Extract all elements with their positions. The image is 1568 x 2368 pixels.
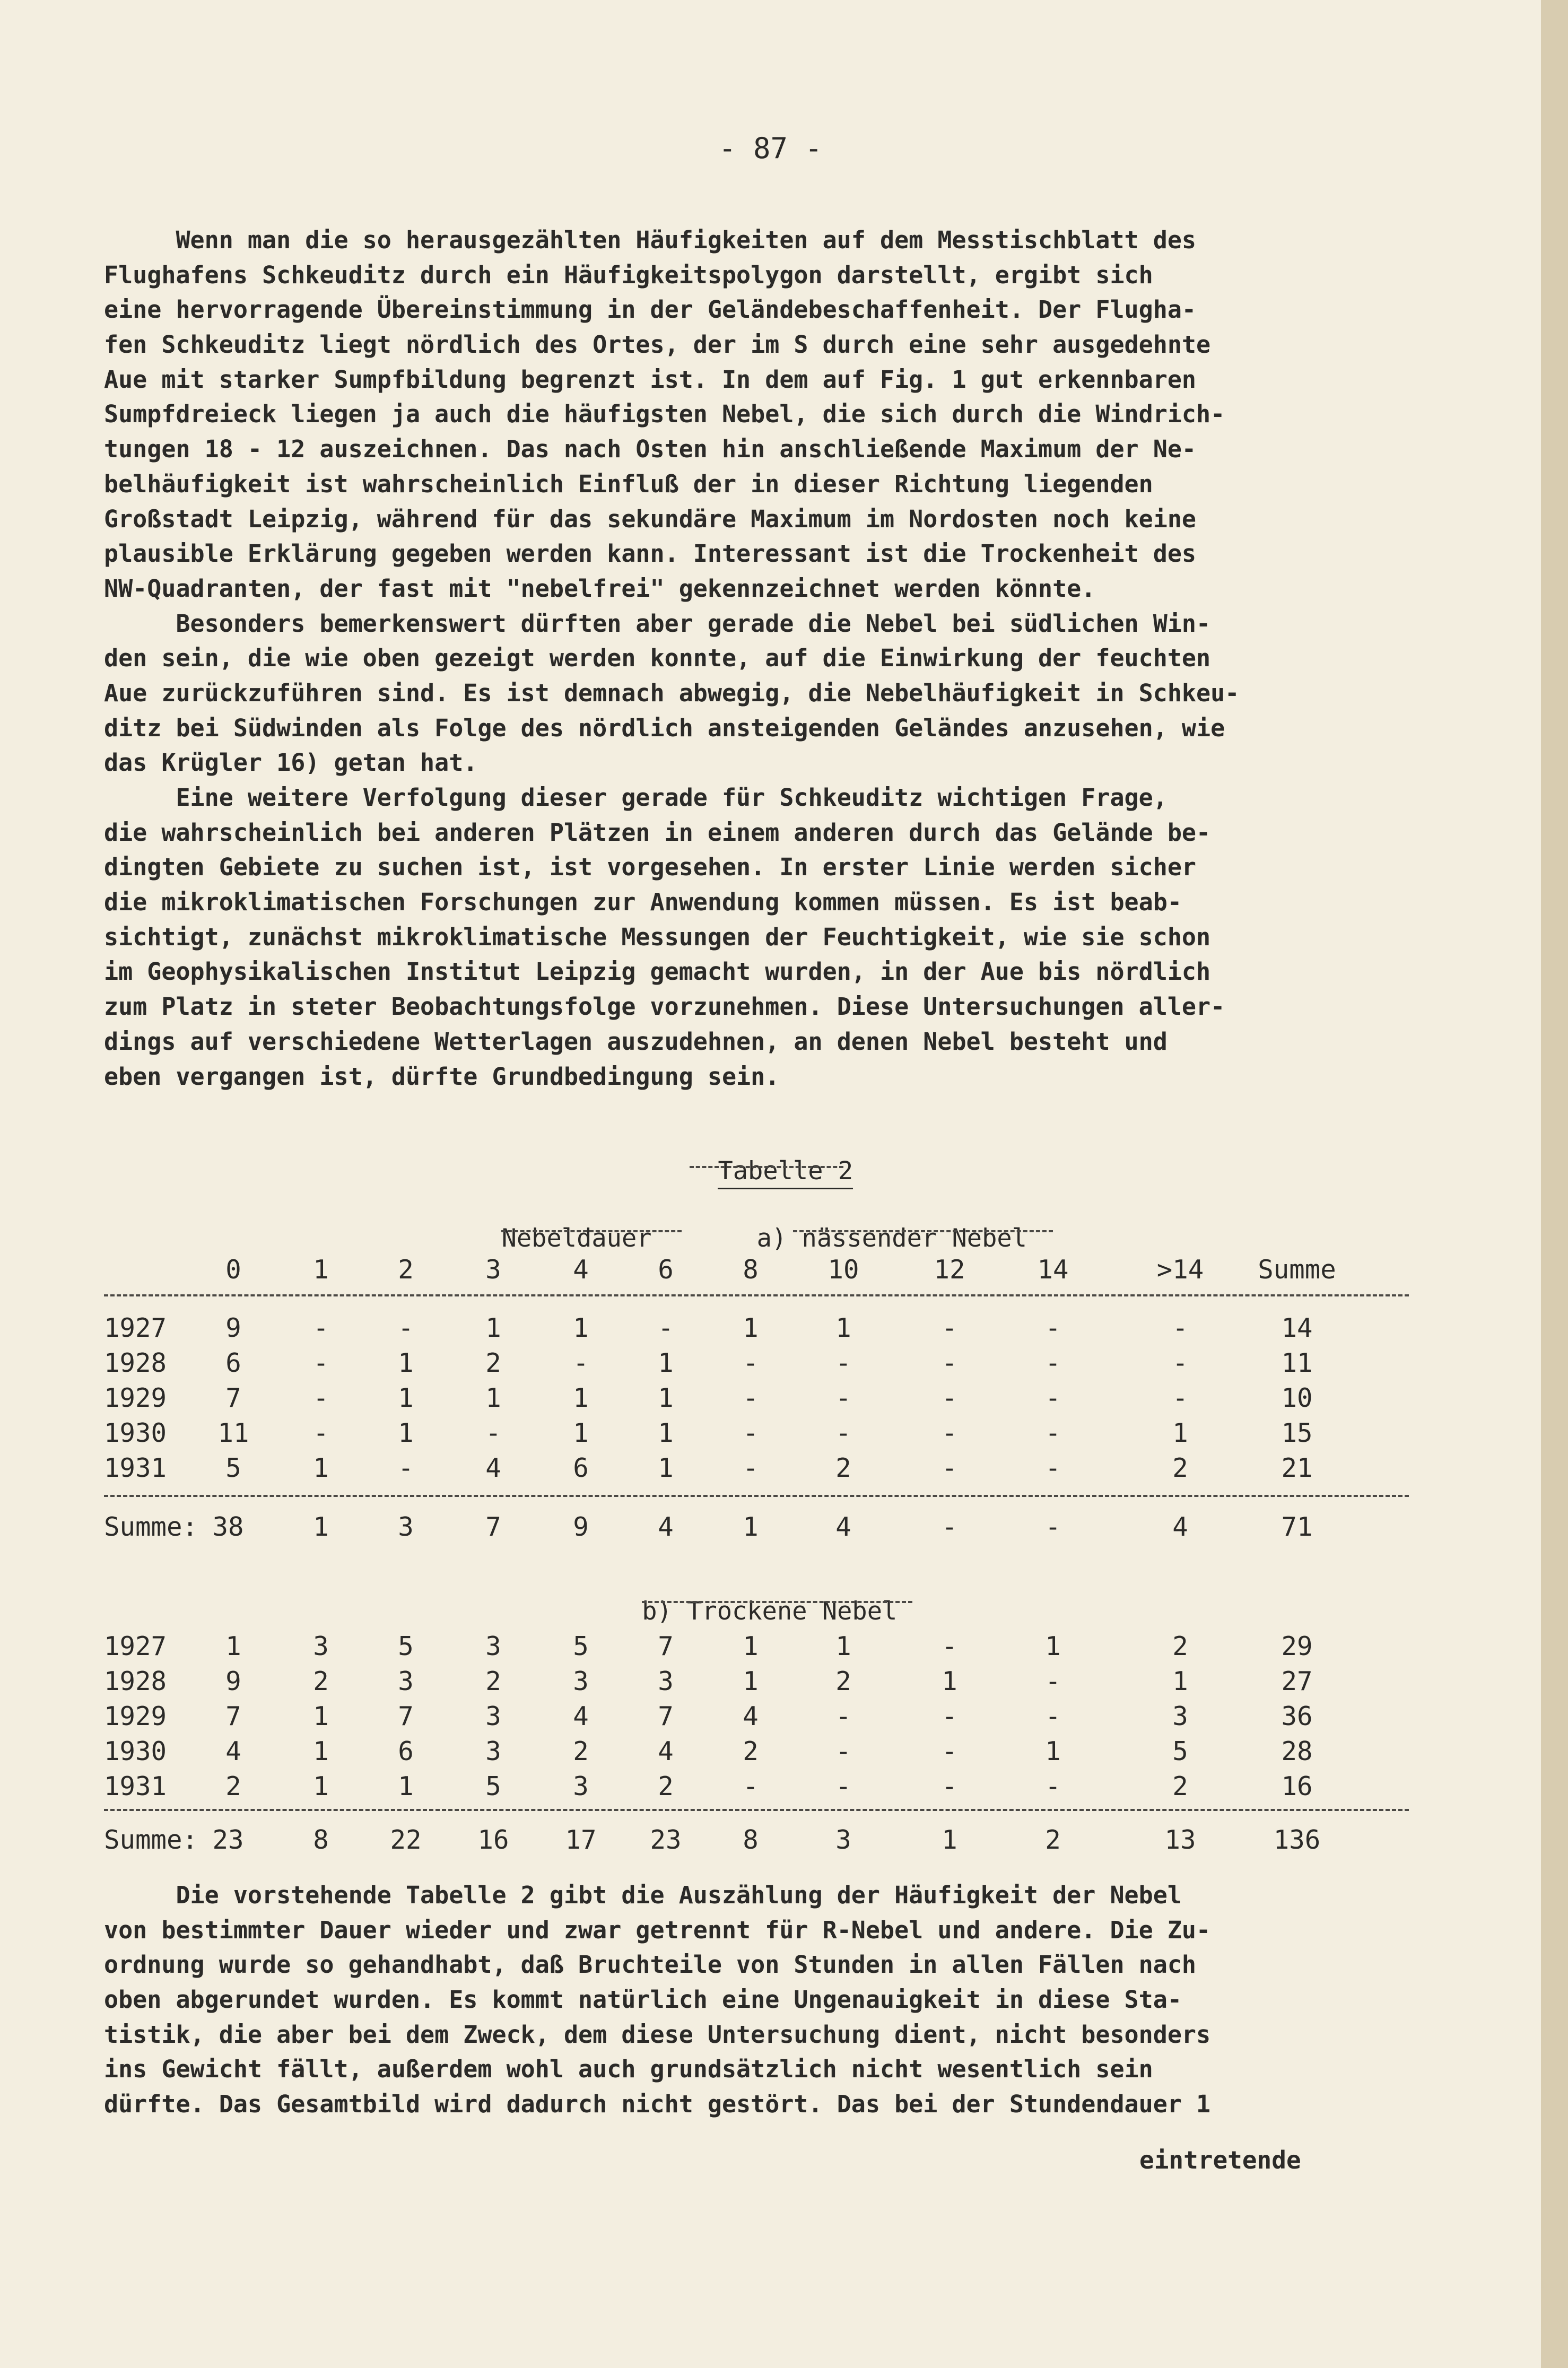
table-cell: 5 xyxy=(1172,1736,1188,1766)
table-cell: 5 xyxy=(573,1631,589,1661)
sum-cell: 8 xyxy=(313,1825,329,1855)
table-cell: - xyxy=(942,1631,957,1661)
column-header: 12 xyxy=(934,1255,965,1285)
table-cell: 6 xyxy=(573,1453,589,1483)
table-cell: - xyxy=(743,1383,759,1413)
sum-cell: 4 xyxy=(835,1512,851,1542)
row-year: 1931 xyxy=(104,1453,167,1483)
sum-cell: 23 xyxy=(212,1825,244,1855)
table-row xyxy=(0,1631,1541,1663)
table-cell: 1 xyxy=(658,1383,674,1413)
sum-cell: 8 xyxy=(743,1825,759,1855)
table-cell: 2 xyxy=(1172,1453,1188,1483)
table-cell: 1 xyxy=(573,1383,589,1413)
sum-cell: 38 xyxy=(212,1512,244,1542)
table-cell: 1 xyxy=(485,1383,501,1413)
table-title xyxy=(0,1127,1541,1186)
table-cell: 2 xyxy=(225,1771,241,1801)
text-line: Großstadt Leipzig, während für das sekundäre Maximum im Nordosten noch keine xyxy=(104,504,1197,533)
row-year: 1928 xyxy=(104,1348,167,1378)
table-cell: - xyxy=(1045,1418,1061,1448)
table-cell: - xyxy=(1045,1771,1061,1801)
body-paragraph-2 xyxy=(104,1878,1462,2122)
table-cell: 7 xyxy=(658,1701,674,1731)
table-cell: - xyxy=(1045,1666,1061,1696)
table-row xyxy=(0,1313,1541,1345)
column-header: 10 xyxy=(827,1255,859,1285)
table-cell: 3 xyxy=(485,1736,501,1766)
table-row xyxy=(0,1383,1541,1415)
text-line: die wahrscheinlich bei anderen Plätzen in einem anderen durch das Gelände be- xyxy=(104,818,1211,847)
text-line: ditz bei Südwinden als Folge des nördlich ansteigenden Geländes anzusehen, wie xyxy=(104,713,1225,742)
row-year: 1927 xyxy=(104,1631,167,1661)
row-year: 1929 xyxy=(104,1383,167,1413)
table-cell: - xyxy=(485,1418,501,1448)
table-cell: 1 xyxy=(942,1666,957,1696)
table-cell: 1 xyxy=(1045,1736,1061,1766)
text-line: Sumpfdreieck liegen ja auch die häufigsten Nebel, die sich durch die Windrich- xyxy=(104,400,1225,429)
table-cell: 1 xyxy=(485,1313,501,1343)
table-cell: - xyxy=(313,1418,329,1448)
sum-cell: 1 xyxy=(313,1512,329,1542)
sum-cell: - xyxy=(942,1512,957,1542)
table-cell: 3 xyxy=(313,1631,329,1661)
table-cell: - xyxy=(942,1771,957,1801)
table-cell: 3 xyxy=(573,1666,589,1696)
table-subtitle-a xyxy=(0,1195,1520,1253)
sum-cell: 4 xyxy=(1172,1512,1188,1542)
row-year: 1931 xyxy=(104,1771,167,1801)
table-subtitle-b xyxy=(0,1568,1525,1626)
text-line: eine hervorragende Übereinstimmung in der Geländebeschaffenheit. Der Flugha- xyxy=(104,295,1197,324)
text-line: ins Gewicht fällt, außerdem wohl auch grundsätzlich nicht wesentlich sein xyxy=(104,2055,1153,2084)
table-cell: - xyxy=(313,1348,329,1378)
table-cell: 2 xyxy=(743,1736,759,1766)
table-cell: 6 xyxy=(225,1348,241,1378)
sum-cell: 7 xyxy=(485,1512,501,1542)
text-line: im Geophysikalischen Institut Leipzig gemacht wurden, in der Aue bis nördlich xyxy=(104,957,1211,986)
table-cell: - xyxy=(658,1313,674,1343)
sum-cell: 3 xyxy=(398,1512,414,1542)
text-line: sichtigt, zunächst mikroklimatische Messungen der Feuchtigkeit, wie sie schon xyxy=(104,922,1211,951)
table-row xyxy=(0,1701,1541,1733)
table-cell: 1 xyxy=(573,1418,589,1448)
sum-cell: 136 xyxy=(1273,1825,1321,1855)
text-line: tistik, die aber bei dem Zweck, dem diese Untersuchung dient, nicht besonders xyxy=(104,2020,1211,2049)
table-cell: - xyxy=(942,1701,957,1731)
table-cell: 1 xyxy=(313,1453,329,1483)
text-line: Aue mit starker Sumpfbildung begrenzt ist. In dem auf Fig. 1 gut erkennbaren xyxy=(104,365,1197,394)
sum-label: Summe: xyxy=(104,1512,198,1542)
table-cell: 6 xyxy=(398,1736,414,1766)
text-line: Eine weitere Verfolgung dieser gerade für Schkeuditz wichtigen Frage, xyxy=(104,783,1168,812)
table-cell: - xyxy=(313,1383,329,1413)
text-line: oben abgerundet wurden. Es kommt natürlich eine Ungenauigkeit in diese Sta- xyxy=(104,1986,1182,2014)
column-header: 1 xyxy=(313,1255,329,1285)
table-cell: 7 xyxy=(398,1701,414,1731)
table-cell: 3 xyxy=(1172,1701,1188,1731)
table-row xyxy=(0,1736,1541,1768)
subtitle-b-underline xyxy=(642,1601,912,1603)
column-header: 8 xyxy=(743,1255,759,1285)
table-cell: 1 xyxy=(658,1348,674,1378)
table-cell: 5 xyxy=(485,1771,501,1801)
sum-cell: 17 xyxy=(565,1825,597,1855)
table-row xyxy=(0,1418,1541,1450)
text-line: von bestimmter Dauer wieder und zwar getrennt für R-Nebel und andere. Die Zu- xyxy=(104,1916,1211,1944)
table-cell: 14 xyxy=(1281,1313,1313,1343)
header-rule xyxy=(104,1294,1409,1296)
table-cell: - xyxy=(743,1771,759,1801)
sum-cell: 23 xyxy=(650,1825,682,1855)
table-cell: - xyxy=(1172,1348,1188,1378)
table-cell: 15 xyxy=(1281,1418,1313,1448)
table-cell: 1 xyxy=(313,1701,329,1731)
table-cell: 1 xyxy=(835,1313,851,1343)
text-line: Die vorstehende Tabelle 2 gibt die Auszählung der Häufigkeit der Nebel xyxy=(104,1881,1182,1909)
text-line: dingten Gebiete zu suchen ist, ist vorgesehen. In erster Linie werden sicher xyxy=(104,853,1197,882)
row-year: 1928 xyxy=(104,1666,167,1696)
table-cell: 5 xyxy=(398,1631,414,1661)
table-cell: - xyxy=(1172,1383,1188,1413)
table-cell: 1 xyxy=(658,1453,674,1483)
table-cell: 2 xyxy=(835,1666,851,1696)
table-title-underline xyxy=(690,1166,843,1168)
subtitle-a-underline xyxy=(793,1230,1053,1232)
table-cell: - xyxy=(398,1313,414,1343)
row-year: 1929 xyxy=(104,1701,167,1731)
sum-label: Summe: xyxy=(104,1825,198,1855)
sum-cell: 13 xyxy=(1164,1825,1196,1855)
table-cell: 16 xyxy=(1281,1771,1313,1801)
table-cell: 27 xyxy=(1281,1666,1313,1696)
table-cell: 9 xyxy=(225,1313,241,1343)
text-line: Flughafens Schkeuditz durch ein Häufigkeitspolygon darstellt, ergibt sich xyxy=(104,260,1153,289)
text-line: eben vergangen ist, dürfte Grundbedingung sein. xyxy=(104,1062,780,1091)
column-header: >14 xyxy=(1156,1255,1204,1285)
row-year: 1930 xyxy=(104,1736,167,1766)
table-cell: - xyxy=(835,1383,851,1413)
table-cell: - xyxy=(942,1453,957,1483)
table-cell: 1 xyxy=(398,1771,414,1801)
section-b-rule xyxy=(104,1809,1409,1811)
text-line: dürfte. Das Gesamtbild wird dadurch nicht gestört. Das bei der Stundendauer 1 xyxy=(104,2090,1211,2119)
table-cell: 1 xyxy=(1172,1418,1188,1448)
table-cell: - xyxy=(1045,1383,1061,1413)
table-row xyxy=(0,1348,1541,1380)
table-cell: 4 xyxy=(225,1736,241,1766)
table-cell: - xyxy=(743,1453,759,1483)
table-title-text: Tabelle 2 xyxy=(718,1156,853,1189)
table-cell: 1 xyxy=(743,1631,759,1661)
table-cell: 1 xyxy=(398,1418,414,1448)
text-line: Wenn man die so herausgezählten Häufigkeiten auf dem Messtischblatt des xyxy=(104,226,1197,254)
sum-cell: 2 xyxy=(1045,1825,1061,1855)
sum-cell: 4 xyxy=(658,1512,674,1542)
catchword: eintretende xyxy=(1139,2146,1301,2174)
table-cell: 29 xyxy=(1281,1631,1313,1661)
table-cell: - xyxy=(398,1453,414,1483)
table-cell: 7 xyxy=(225,1383,241,1413)
text-line: den sein, die wie oben gezeigt werden konnte, auf die Einwirkung der feuchten xyxy=(104,644,1211,673)
table-cell: 1 xyxy=(313,1771,329,1801)
table-cell: 1 xyxy=(1172,1666,1188,1696)
table-cell: 2 xyxy=(658,1771,674,1801)
table-row xyxy=(0,1453,1541,1485)
table-cell: - xyxy=(1045,1313,1061,1343)
body-paragraph-1 xyxy=(104,223,1462,1094)
table-cell: - xyxy=(835,1348,851,1378)
text-line: Besonders bemerkenswert dürften aber gerade die Nebel bei südlichen Win- xyxy=(104,609,1211,638)
table-cell: - xyxy=(1172,1313,1188,1343)
sum-cell: 1 xyxy=(942,1825,957,1855)
text-line: tungen 18 - 12 auszeichnen. Das nach Osten hin anschließende Maximum der Ne- xyxy=(104,435,1197,464)
sum-row-b xyxy=(0,1825,1541,1857)
sum-cell: 9 xyxy=(573,1512,589,1542)
table-cell: 3 xyxy=(398,1666,414,1696)
sum-row-a xyxy=(0,1512,1541,1544)
table-cell: - xyxy=(835,1771,851,1801)
sum-cell: 16 xyxy=(477,1825,509,1855)
sum-cell: 71 xyxy=(1281,1512,1313,1542)
column-header: 2 xyxy=(398,1255,414,1285)
table-row xyxy=(0,1666,1541,1698)
page-number: - 87 - xyxy=(718,132,823,165)
text-line: zum Platz in steter Beobachtungsfolge vorzunehmen. Diese Untersuchungen aller- xyxy=(104,993,1225,1021)
table-cell: - xyxy=(835,1418,851,1448)
table-cell: 2 xyxy=(1172,1631,1188,1661)
table-cell: - xyxy=(1045,1701,1061,1731)
table-cell: 4 xyxy=(573,1701,589,1731)
sum-cell: 3 xyxy=(835,1825,851,1855)
table-cell: 1 xyxy=(398,1383,414,1413)
table-cell: 2 xyxy=(835,1453,851,1483)
subtitle-a: a) nässender Nebel xyxy=(756,1224,1027,1253)
table-cell: 1 xyxy=(573,1313,589,1343)
table-cell: 1 xyxy=(658,1418,674,1448)
sum-cell: - xyxy=(1045,1512,1061,1542)
table-cell: - xyxy=(835,1701,851,1731)
table-cell: 28 xyxy=(1281,1736,1313,1766)
table-cell: - xyxy=(942,1736,957,1766)
table-cell: - xyxy=(942,1418,957,1448)
table-cell: 2 xyxy=(485,1666,501,1696)
column-header: 4 xyxy=(573,1255,589,1285)
table-cell: 1 xyxy=(743,1313,759,1343)
text-line: belhäufigkeit ist wahrscheinlich Einfluß der in dieser Richtung liegenden xyxy=(104,469,1153,498)
table-cell: - xyxy=(1045,1453,1061,1483)
page-edge xyxy=(1541,0,1568,2368)
table-cell: 7 xyxy=(658,1631,674,1661)
table-cell: 36 xyxy=(1281,1701,1313,1731)
table-cell: 9 xyxy=(225,1666,241,1696)
table-cell: 4 xyxy=(485,1453,501,1483)
table-row xyxy=(0,1771,1541,1803)
table-cell: - xyxy=(743,1348,759,1378)
table-cell: 1 xyxy=(225,1631,241,1661)
text-line: ordnung wurde so gehandhabt, daß Bruchteile von Stunden in allen Fällen nach xyxy=(104,1951,1197,1979)
column-header: Summe xyxy=(1258,1255,1336,1285)
table-cell: - xyxy=(743,1418,759,1448)
table-cell: 4 xyxy=(743,1701,759,1731)
table-cell: - xyxy=(313,1313,329,1343)
table-cell: 2 xyxy=(1172,1771,1188,1801)
nebeldauer-underline xyxy=(501,1230,682,1232)
column-header: 0 xyxy=(225,1255,241,1285)
column-header: 14 xyxy=(1037,1255,1069,1285)
text-line: Aue zurückzuführen sind. Es ist demnach abwegig, die Nebelhäufigkeit in Schkeu- xyxy=(104,678,1240,707)
table-cell: 2 xyxy=(573,1736,589,1766)
table-cell: 1 xyxy=(313,1736,329,1766)
table-cell: 3 xyxy=(485,1631,501,1661)
subtitle-nebeldauer: Nebeldauer xyxy=(501,1224,652,1253)
sum-cell: 22 xyxy=(390,1825,422,1855)
table-header-row xyxy=(0,1255,1541,1286)
table-cell: 11 xyxy=(1281,1348,1313,1378)
table-cell: - xyxy=(942,1313,957,1343)
sum-cell: 1 xyxy=(743,1512,759,1542)
table-cell: 3 xyxy=(573,1771,589,1801)
table-cell: 1 xyxy=(398,1348,414,1378)
table-cell: 2 xyxy=(485,1348,501,1378)
text-line: plausible Erklärung gegeben werden kann. Interessant ist die Trockenheit des xyxy=(104,539,1197,568)
table-cell: - xyxy=(942,1383,957,1413)
subtitle-b: b) Trockene Nebel xyxy=(642,1597,898,1626)
text-line: die mikroklimatischen Forschungen zur Anwendung kommen müssen. Es ist beab- xyxy=(104,888,1182,917)
section-a-rule xyxy=(104,1495,1409,1497)
table-cell: 10 xyxy=(1281,1383,1313,1413)
table-cell: 3 xyxy=(658,1666,674,1696)
table-cell: 1 xyxy=(835,1631,851,1661)
table-cell: - xyxy=(835,1736,851,1766)
table-cell: 1 xyxy=(743,1666,759,1696)
table-cell: 7 xyxy=(225,1701,241,1731)
table-cell: 11 xyxy=(217,1418,249,1448)
text-line: NW-Quadranten, der fast mit "nebelfrei" gekennzeichnet werden könnte. xyxy=(104,574,1096,603)
table-cell: 1 xyxy=(1045,1631,1061,1661)
table-cell: 21 xyxy=(1281,1453,1313,1483)
table-cell: 2 xyxy=(313,1666,329,1696)
table-cell: - xyxy=(1045,1348,1061,1378)
text-line: dings auf verschiedene Wetterlagen auszudehnen, an denen Nebel besteht und xyxy=(104,1027,1168,1056)
table-cell: - xyxy=(573,1348,589,1378)
table-cell: 3 xyxy=(485,1701,501,1731)
column-header: 3 xyxy=(485,1255,501,1285)
table-cell: 4 xyxy=(658,1736,674,1766)
row-year: 1927 xyxy=(104,1313,167,1343)
row-year: 1930 xyxy=(104,1418,167,1448)
text-line: fen Schkeuditz liegt nördlich des Ortes, der im S durch eine sehr ausgedehnte xyxy=(104,330,1211,359)
text-line: das Krügler 16) getan hat. xyxy=(104,748,478,777)
table-cell: 5 xyxy=(225,1453,241,1483)
table-cell: - xyxy=(942,1348,957,1378)
column-header: 6 xyxy=(658,1255,674,1285)
